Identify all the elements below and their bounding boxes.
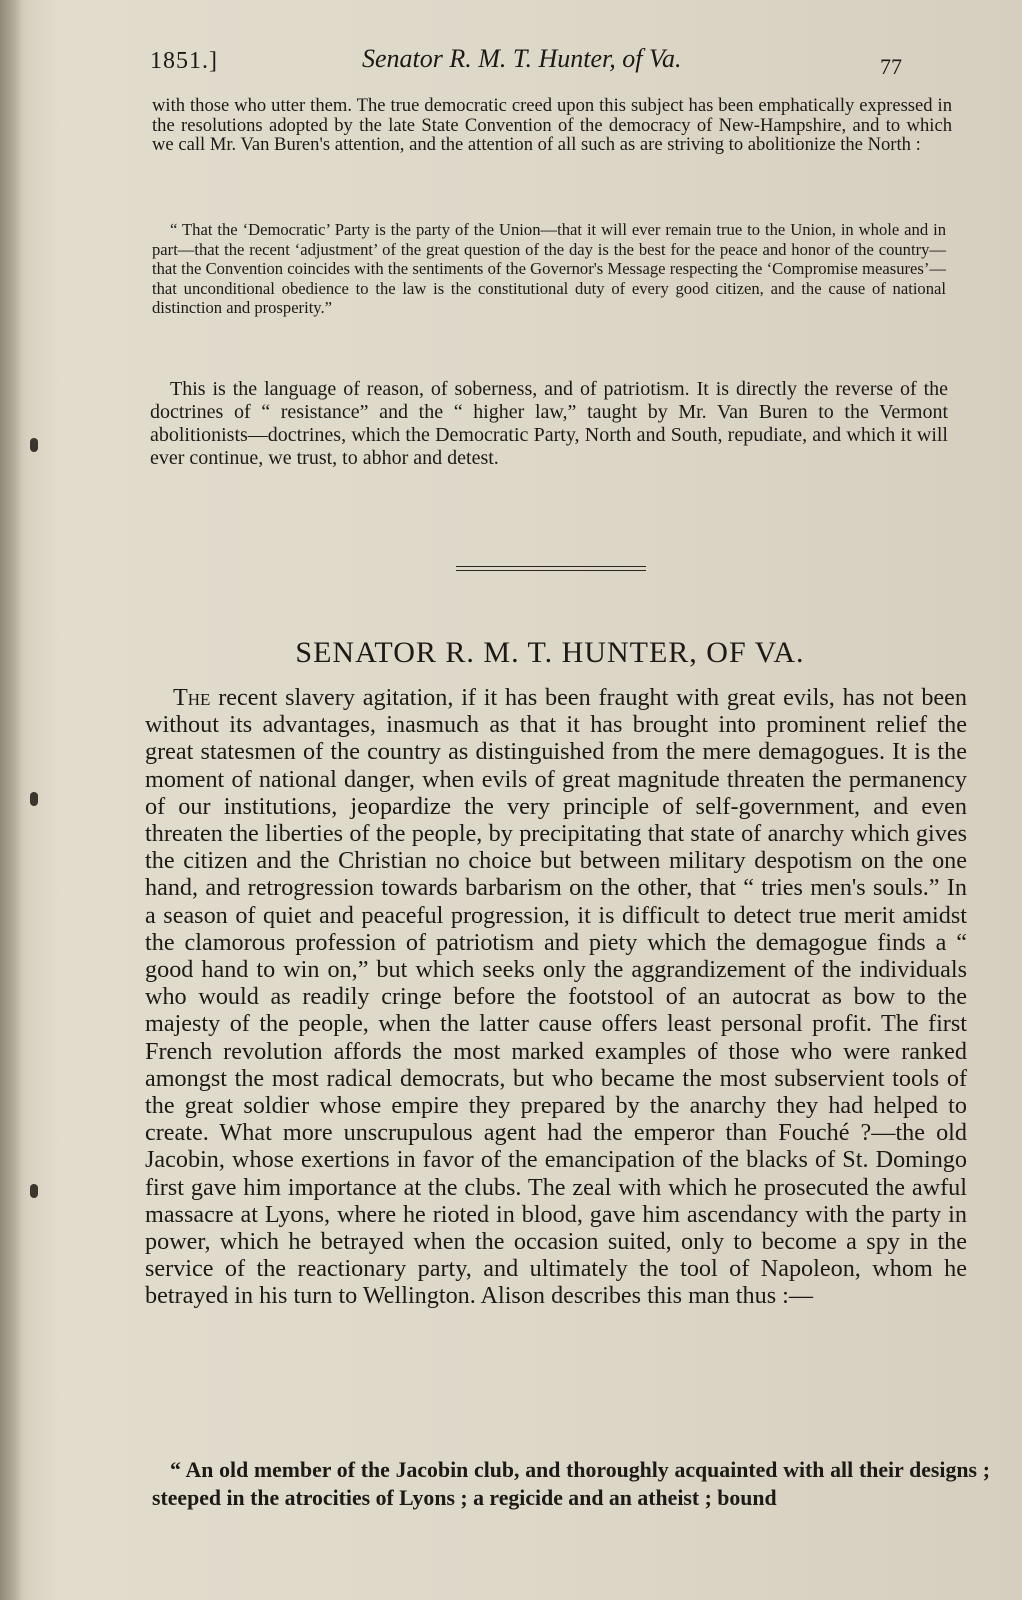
lead-word: The bbox=[173, 684, 211, 711]
binding-hole bbox=[30, 1184, 38, 1198]
section-divider bbox=[456, 566, 646, 572]
article-title: SENATOR R. M. T. HUNTER, OF VA. bbox=[295, 636, 805, 669]
resolution-quote: “ That the ‘Democratic’ Party is the party of the Union—that it will ever remain true to the Union, in whole and in part—that the recent ‘adjustment’ of the great question of the day is the best for the peace and honor of the country—that the Convention coincides with the sentiments of the Governor's Message respecting the ‘Compromise measures’—that unconditional obedience to the law is the constitutional duty of every good citizen, and the cause of national distinction and prosperity.” bbox=[152, 220, 946, 318]
closing-paragraph: This is the language of reason, of soberness, and of patriotism. It is directly the reverse of the doctrines of “ resistance” and the “ higher law,” taught by Mr. Van Buren to the Vermont abolitionists—doctrines, which the Democratic Party, North and South, repudiate, and which it will ever continue, we trust, to abhor and detest. bbox=[150, 378, 948, 469]
intro-paragraph-block bbox=[152, 96, 952, 155]
binding-hole bbox=[30, 792, 38, 806]
intro-paragraph: with those who utter them. The true democratic creed upon this subject has been emphatically expressed in the resolutions adopted by the late State Convention of the democracy of New-Hampshire, and to which we call Mr. Van Buren's attention, and the attention of all such as are striving to abolitionize the North : bbox=[152, 95, 952, 155]
running-head-year: 1851.] bbox=[150, 48, 218, 74]
running-head bbox=[150, 40, 950, 84]
divider-line bbox=[456, 566, 646, 567]
binding-hole bbox=[30, 438, 38, 452]
alison-quote-block bbox=[152, 1456, 990, 1512]
page-number: 77 bbox=[880, 54, 902, 79]
book-gutter-shadow bbox=[0, 0, 22, 1600]
closing-paragraph-block bbox=[150, 378, 948, 470]
running-head-title: Senator R. M. T. Hunter, of Va. bbox=[362, 44, 682, 73]
article-body-text: recent slavery agitation, if it has been fraught with great evils, has not been without its advantages, inasmuch as that it has brought into prominent relief the great statesmen of the country as distinguished from the mere demagogues. It is the moment of national danger, when evils of great magnitude threaten the permanency of our institutions, jeopardize the very principle of self-government, and even threaten the liberties of the people, by precipitating that state of anarchy which gives the citizen and the Christian no choice but between military despotism on the one hand, and retrogression towards barbarism on the other, that “ tries men's souls.” In a season of quiet and peaceful progression, it is difficult to detect true merit amidst the clamorous profession of patriotism and piety which the demagogue finds a “ good hand to win on,” but which seeks only the aggrandizement of the individuals who would as readily cringe before the footstool of an autocrat as bow to the majesty of the people, when the latter cause offers least personal profit. The first French revolution affords the most marked examples of those who were ranked amongst the most radical democrats, but who became the most subservient tools of the great soldier whose empire they prepared by the anarchy they had helped to create. What more unscrupulous agent had the emperor than Fouché ?—the old Jacobin, whose exertions in favor of the emancipation of the blacks of St. Domingo first gave him importance at the clubs. The zeal with which he prosecuted the awful massacre at Lyons, where he rioted in blood, gave him ascendancy with the party in power, which he betrayed when the occasion suited, only to become a spy in the service of the reactionary party, and ultimately the tool of Napoleon, whom he betrayed in his turn to Wellington. Alison describes this man thus :— bbox=[145, 684, 967, 1310]
resolution-quote-block bbox=[152, 220, 946, 318]
article-body bbox=[145, 684, 967, 1310]
divider-line bbox=[456, 570, 646, 571]
alison-quote: “ An old member of the Jacobin club, and thoroughly acquainted with all their designs ; steeped in the atrocities of Lyons ; a regicide and an atheist ; bound bbox=[152, 1458, 990, 1510]
article-body-block bbox=[145, 684, 967, 1310]
